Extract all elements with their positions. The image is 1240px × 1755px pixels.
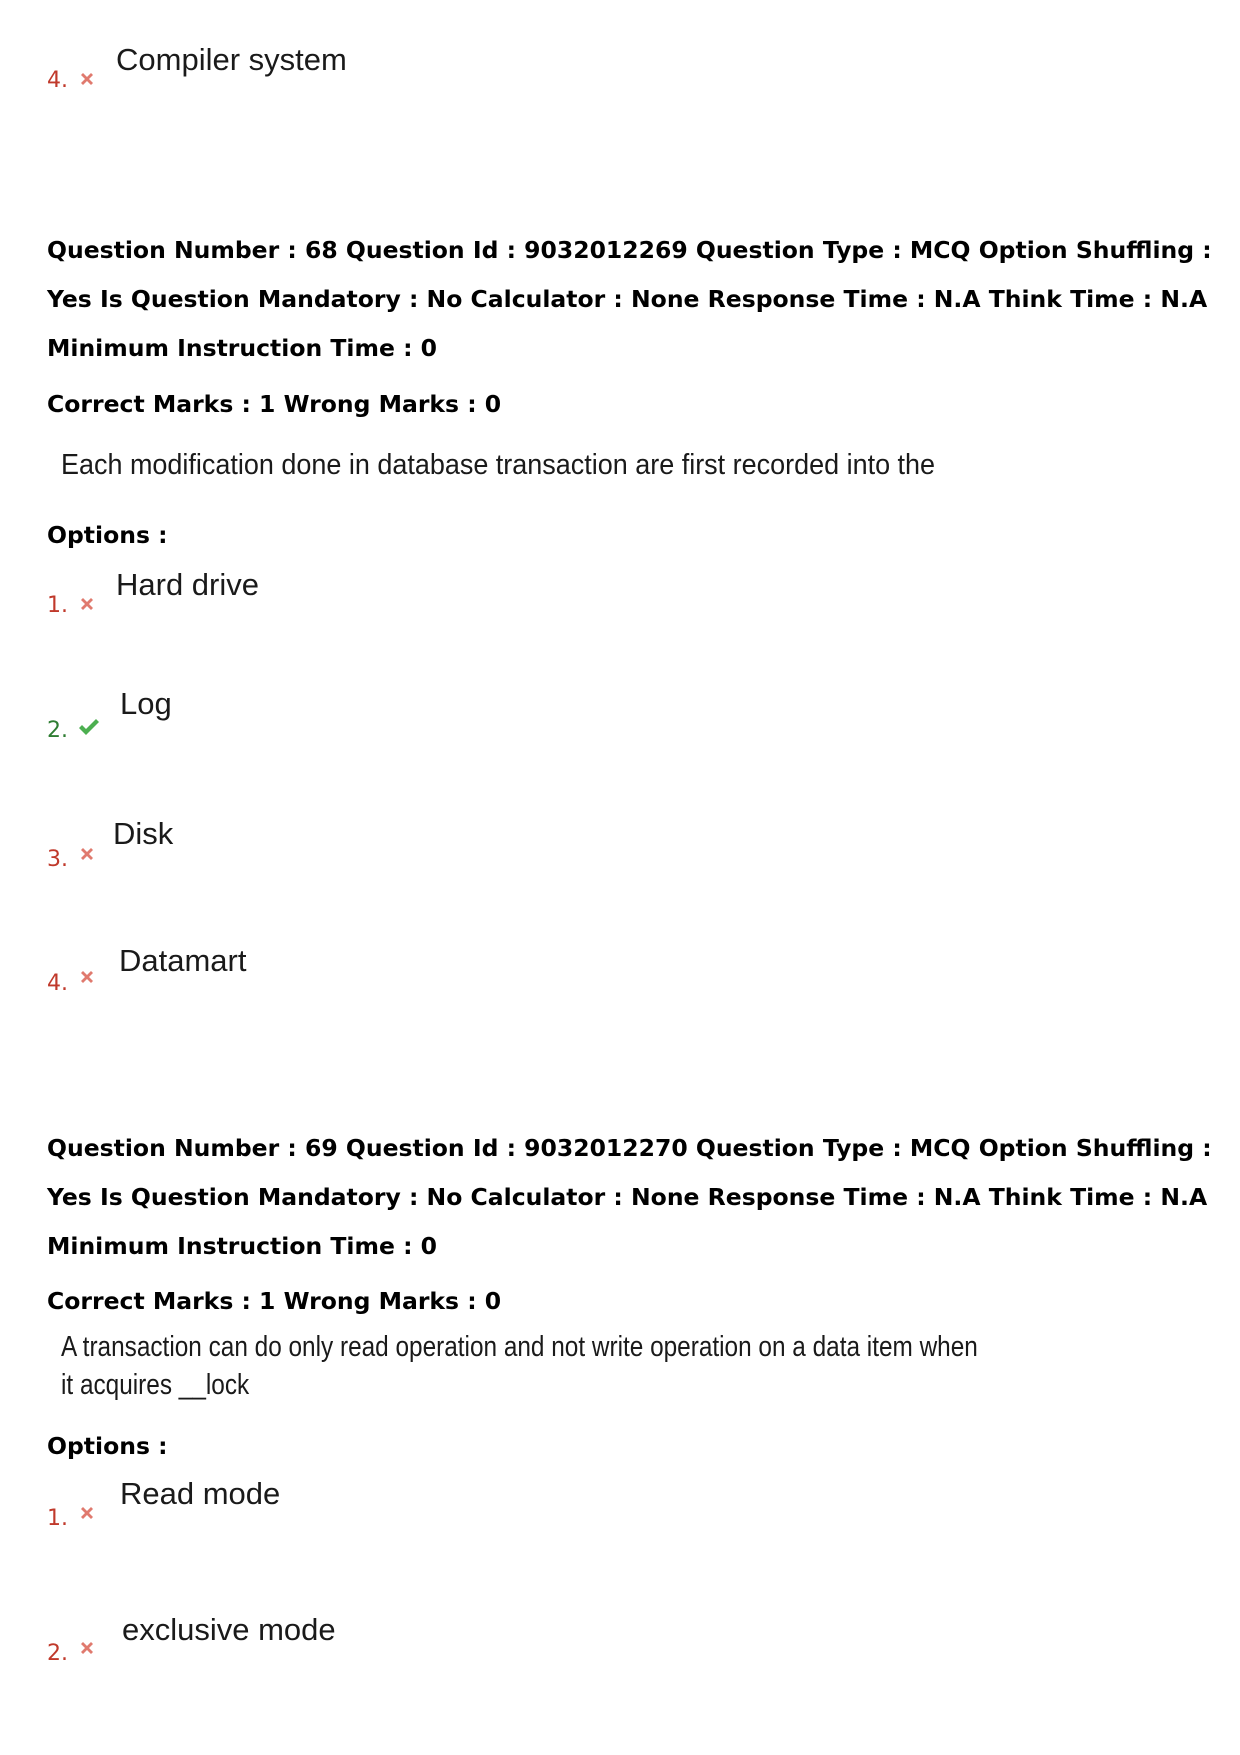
marks-line: Correct Marks : 1 Wrong Marks : 0	[47, 1287, 502, 1315]
option-number: 1.	[47, 1506, 68, 1531]
option-number: 3.	[47, 847, 68, 872]
options-label: Options :	[47, 1432, 168, 1460]
option-number: 2.	[47, 718, 68, 743]
question-text-line: it acquires __lock	[61, 1369, 250, 1401]
question-text-line: Each modification done in database transaction are first recorded into the	[61, 449, 936, 481]
cross-icon	[78, 595, 96, 613]
cross-icon	[78, 968, 96, 986]
option-text: Hard drive	[116, 567, 259, 602]
option-text: Datamart	[119, 943, 247, 978]
marks-line: Correct Marks : 1 Wrong Marks : 0	[47, 390, 502, 418]
option-number: 4.	[47, 971, 68, 996]
option-text: Compiler system	[116, 42, 347, 77]
question-text	[61, 446, 935, 484]
option-text: exclusive mode	[122, 1612, 336, 1647]
option-number: 1.	[47, 593, 68, 618]
option-text: Disk	[113, 816, 174, 851]
question-meta: Question Number : 68 Question Id : 9032012269 Question Type : MCQ Option Shuffling : Yes Is Question Mandatory : No Calculator : None Response Time : N.A Think Time : N.A Minimum Instruction Time : 0	[47, 236, 1212, 362]
option-number: 2.	[47, 1641, 68, 1666]
cross-icon	[78, 845, 96, 863]
option-number: 4.	[47, 68, 68, 93]
question-text-line: A transaction can do only read operation and not write operation on a data item when	[61, 1331, 978, 1363]
question-text	[61, 1328, 978, 1404]
option-text: Log	[120, 686, 172, 721]
cross-icon	[78, 70, 96, 88]
cross-icon	[78, 1504, 96, 1522]
check-icon	[78, 717, 100, 737]
options-label: Options :	[47, 521, 168, 549]
option-text: Read mode	[120, 1476, 281, 1511]
question-meta: Question Number : 69 Question Id : 9032012270 Question Type : MCQ Option Shuffling : Yes Is Question Mandatory : No Calculator : None Response Time : N.A Think Time : N.A Minimum Instruction Time : 0	[47, 1134, 1212, 1260]
cross-icon	[78, 1639, 96, 1657]
